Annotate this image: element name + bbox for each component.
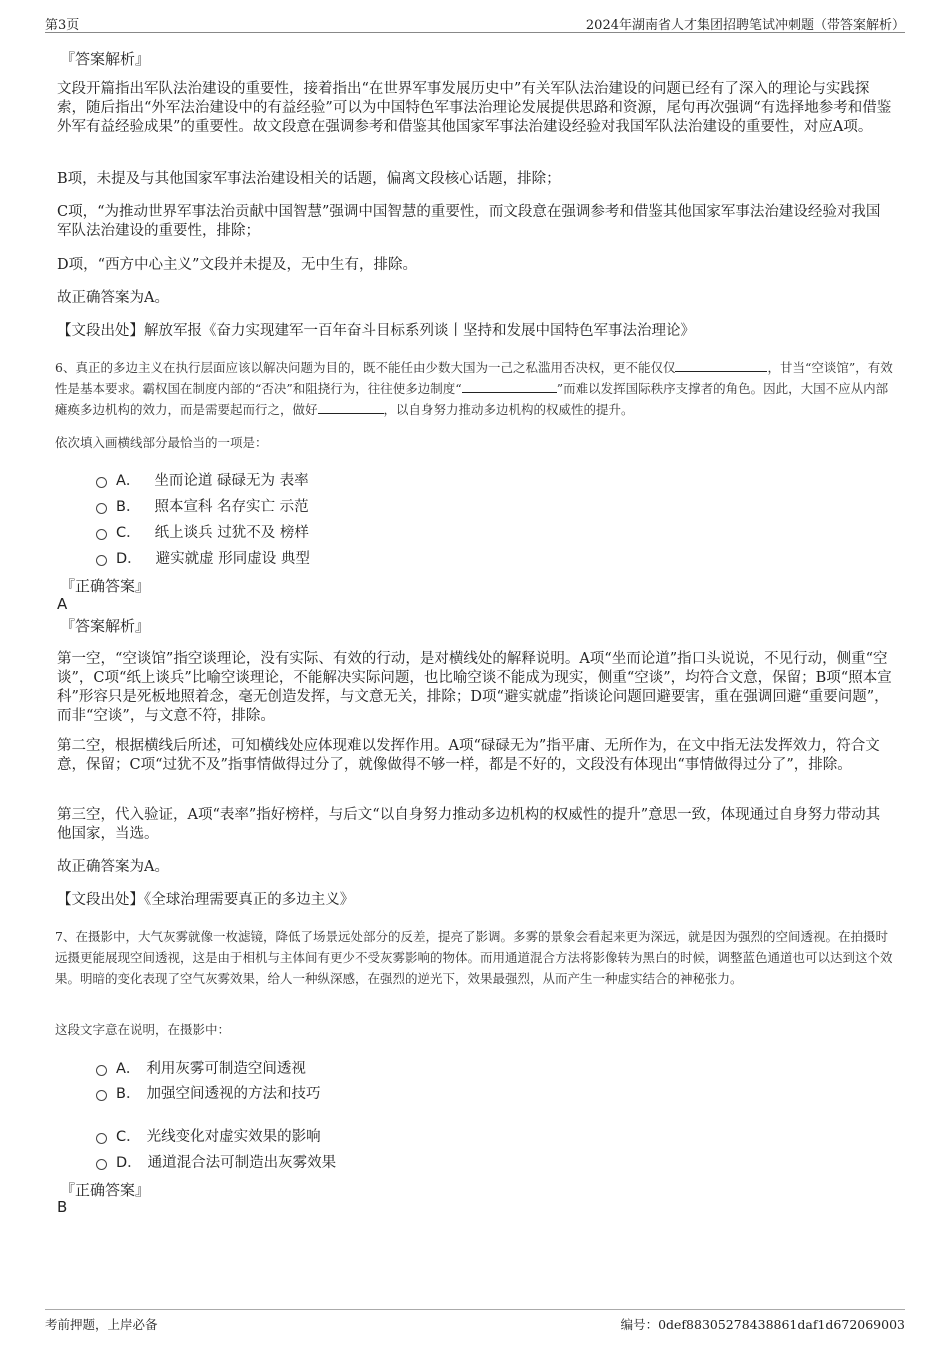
- option-d[interactable]: D． 通道混合法可制造出灰雾效果: [96, 1151, 336, 1172]
- option-b[interactable]: B． 照本宣科 名存实亡 示范: [96, 495, 309, 516]
- option-c[interactable]: C． 光线变化对虚实效果的影响: [96, 1125, 321, 1146]
- analysis-tag: 『答案解析』: [60, 50, 151, 68]
- analysis-paragraph: 第二空，根据横线后所述，可知横线处应体现难以发挥作用。A项“碌碌无为”指平庸、无所作为，在文中指无法发挥效力，符合文意，保留；C项“过犹不及”指事情做得过分了，就像做得不够一样，都是不好的，文段没有体现出“事情做得过分了”，排除。: [57, 738, 880, 773]
- option-b[interactable]: B． 加强空间透视的方法和技巧: [96, 1082, 320, 1103]
- radio-icon[interactable]: [96, 1159, 107, 1170]
- option-d[interactable]: D． 避实就虚 形同虚设 典型: [96, 547, 310, 568]
- analysis-paragraph: 第三空，代入验证，A项“表率”指好榜样，与后文“以自身努力推动多边机构的权威性的提升”意思一致，体现通过自身努力带动其他国家，当选。: [57, 807, 881, 842]
- page-number: 第3页: [45, 18, 80, 33]
- radio-icon[interactable]: [96, 503, 107, 514]
- source-citation: 【文段出处】《全球治理需要真正的多边主义》: [57, 892, 355, 908]
- question-prompt: 这段文字意在说明，在摄影中：: [55, 1022, 231, 1037]
- document-id: 编号：0def88305278438861daf1d672069003: [620, 1317, 905, 1332]
- option-a[interactable]: A． 利用灰雾可制造空间透视: [96, 1057, 306, 1078]
- analysis-paragraph: 第一空，“空谈馆”指空谈理论，没有实际、有效的行动，是对横线处的解释说明。A项“坐而论道”指口头说说，不见行动，侧重“空谈”，C项“纸上谈兵”比喻空谈理论，不能解决实际问题，也比喻空谈不能成为现实，侧重“空谈”，均符合文意，保留；B项“照本宣科”形容只是死板地照着念，毫无创造发挥，与文意无关，排除；D项“避实就虚”指谈论问题回避要害，重在强调回避“重要问题”，而非“空谈”，与文意不符，排除。: [57, 651, 892, 724]
- option-a[interactable]: A． 坐而论道 碌碌无为 表率: [96, 469, 309, 490]
- radio-icon[interactable]: [96, 1090, 107, 1101]
- radio-icon[interactable]: [96, 529, 107, 540]
- correct-answer: A: [57, 595, 68, 613]
- radio-icon[interactable]: [96, 1133, 107, 1144]
- conclusion: 故正确答案为A。: [57, 290, 169, 306]
- analysis-paragraph: 文段开篇指出军队法治建设的重要性，接着指出“在世界军事发展历史中”有关军队法治建设的问题已经有了深入的理论与实践探索，随后指出“外军法治建设中的有益经验”可以为中国特色军事法治理论发展提供思路和资源，尾句再次强调“有选择地参考和借鉴外军有益经验成果”的重要性。故文段意在强调参考和借鉴其他国家军事法治建设经验对我国军队法治建设的重要性，对应A项。: [57, 81, 892, 135]
- question-7-text: 7、在摄影中，大气灰雾就像一枚滤镜，降低了场景远处部分的反差，提亮了影调。多雾的景象会看起来更为深远，就是因为强烈的空间透视。在拍摄时远摄更能展现空间透视，这是由于相机与主体间有更少不受灰雾影响的物体。而用通道混合方法将影像转为黑白的时候，调整蓝色通道也可以达到这个效果。明暗的变化表现了空气灰雾效果，给人一种纵深感，在强烈的逆光下，效果最强烈，从而产生一种虚实结合的神秘张力。: [55, 929, 893, 986]
- blank-3: [318, 401, 384, 414]
- page-footer: [45, 1309, 905, 1339]
- radio-icon[interactable]: [96, 555, 107, 566]
- question-prompt: 依次填入画横线部分最恰当的一项是：: [55, 435, 268, 450]
- analysis-paragraph: B项，未提及与其他国家军事法治建设相关的话题，偏离文段核心话题，排除；: [57, 171, 561, 187]
- source-citation: 【文段出处】解放军报《奋力实现建军一百年奋斗目标系列谈丨坚持和发展中国特色军事法治理论》: [57, 323, 695, 339]
- radio-icon[interactable]: [96, 477, 107, 488]
- conclusion: 故正确答案为A。: [57, 859, 169, 875]
- document-title: 2024年湖南省人才集团招聘笔试冲刺题（带答案解析）: [585, 18, 905, 33]
- analysis-tag: 『答案解析』: [60, 617, 151, 635]
- correct-answer: B: [57, 1198, 68, 1216]
- correct-answer-tag: 『正确答案』: [60, 1181, 151, 1199]
- correct-answer-tag: 『正确答案』: [60, 577, 151, 595]
- footer-slogan: 考前押题，上岸必备: [45, 1317, 158, 1332]
- question-6-text: 6、真正的多边主义在执行层面应该以解决问题为目的，既不能任由少数大国为一己之私滥用否决权，更不能仅仅 ，甘当“空谈馆”，有效性是基本要求。霸权国在制度内部的“否决”和阻挠行为，往往使多边制度“ ”而难以发挥国际秩序支撑者的角色。因此，大国不应从内部瘫痪多边机构的效力，而是需要起而行之，做好 ，以自身努力推动多边机构的权威性的提升。: [55, 360, 893, 417]
- analysis-paragraph: D项，“西方中心主义”文段并未提及，无中生有，排除。: [57, 257, 417, 273]
- page-header: [45, 14, 905, 33]
- blank-2: [462, 380, 557, 393]
- blank-1: [675, 359, 767, 372]
- option-c[interactable]: C． 纸上谈兵 过犹不及 榜样: [96, 521, 309, 542]
- analysis-paragraph: C项，“为推动世界军事法治贡献中国智慧”强调中国智慧的重要性，而文段意在强调参考和借鉴其他国家军事法治建设经验对我国军队法治建设的重要性，排除；: [57, 204, 881, 239]
- radio-icon[interactable]: [96, 1065, 107, 1076]
